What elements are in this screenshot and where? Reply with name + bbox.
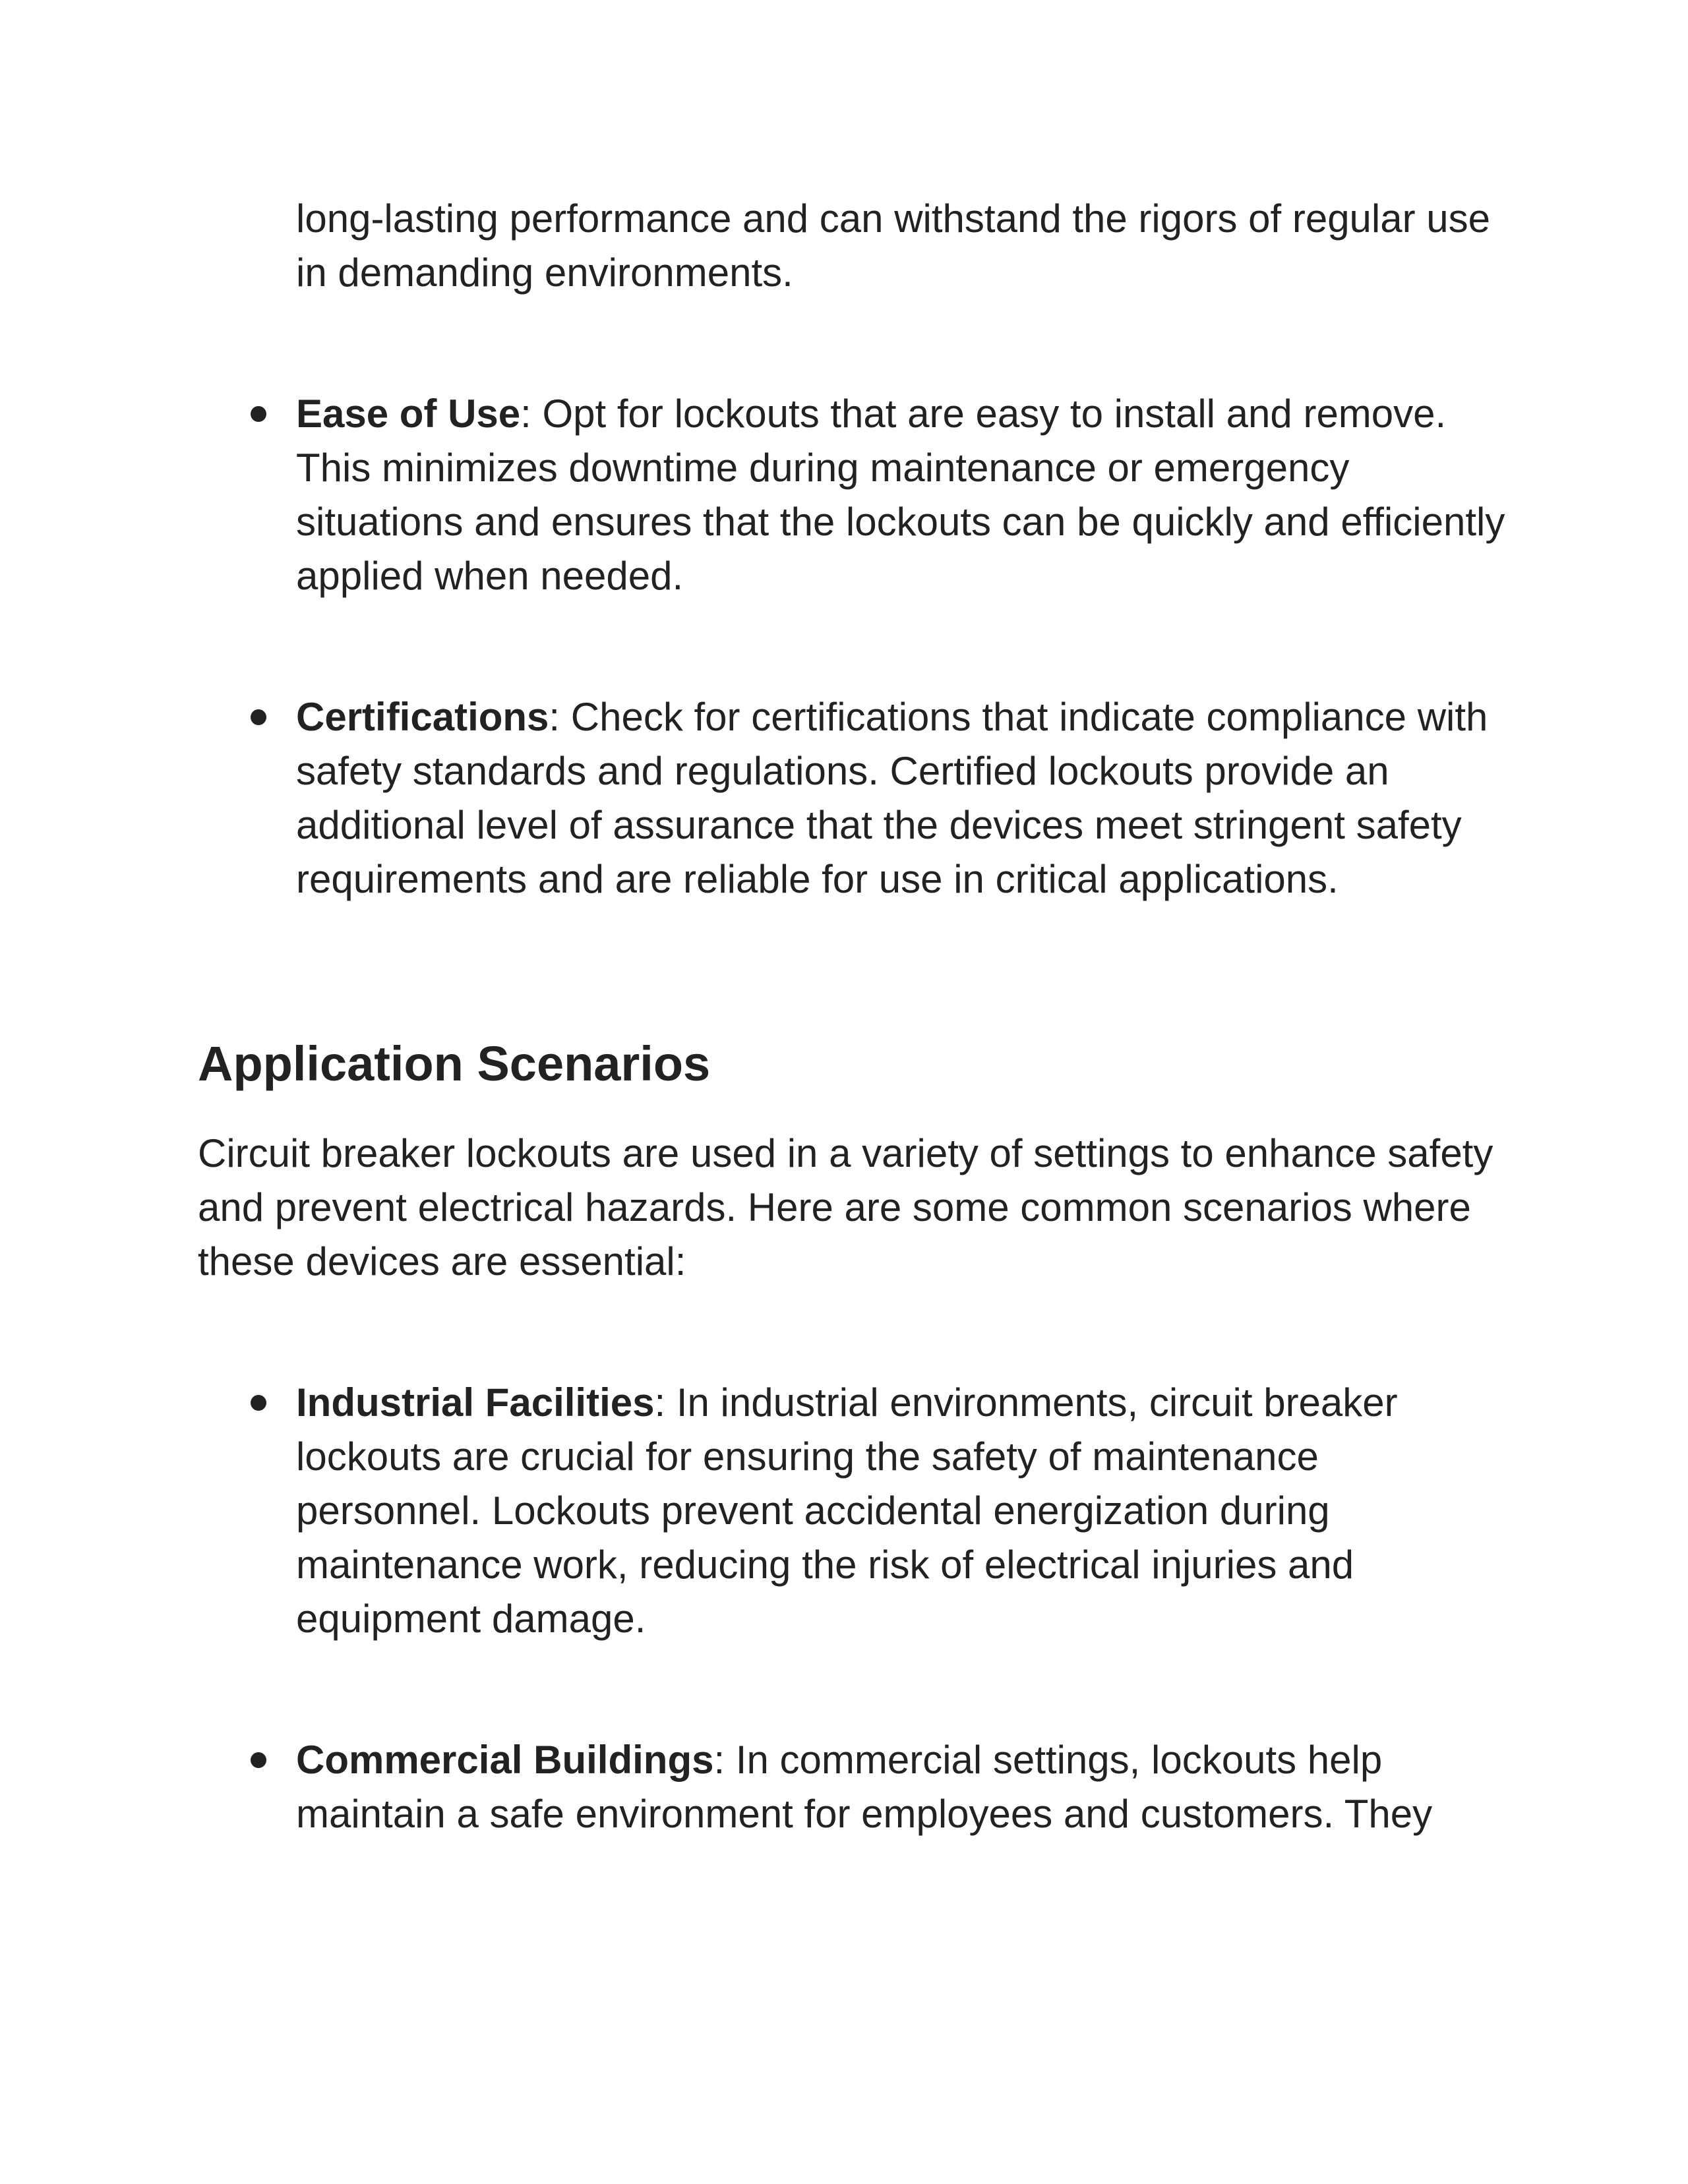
spacer	[198, 906, 1510, 1034]
bullet-icon	[251, 709, 266, 725]
list-item-text: : In commercial settings, lockouts help maintain a safe environment for employees and customers. They	[296, 1738, 1433, 1836]
section-heading: Application Scenarios	[198, 1036, 711, 1091]
spacer	[198, 603, 1510, 690]
list-item-industrial-facilities	[198, 1376, 1510, 1646]
scenarios-list	[198, 1376, 1510, 1841]
list-item-certifications	[198, 690, 1510, 906]
list-item-text: : Check for certifications that indicate compliance with safety standards and regulations. Certified lockouts provide an additional level of assurance that the devices meet stringent safety requirements and are reliable for use in critical applications.	[296, 695, 1488, 901]
list-item-term: Certifications	[296, 695, 549, 739]
bullet-icon	[251, 1395, 266, 1411]
list-item-term: Industrial Facilities	[296, 1380, 655, 1425]
list-item-commercial-buildings	[198, 1733, 1510, 1841]
list-item-ease-of-use	[198, 387, 1510, 603]
spacer	[198, 300, 1510, 387]
list-item-term: Commercial Buildings	[296, 1738, 714, 1782]
spacer	[198, 1646, 1510, 1733]
bullet-icon	[251, 406, 266, 422]
list-item-text: : Opt for lockouts that are easy to install and remove. This minimizes downtime during maintenance or emergency situations and ensures that the lockouts can be quickly and efficiently applied when needed.	[296, 392, 1505, 598]
features-list	[198, 387, 1510, 906]
spacer	[198, 1289, 1510, 1376]
spacer	[198, 1094, 1510, 1127]
list-item-term: Ease of Use	[296, 392, 521, 436]
continued-paragraph: long-lasting performance and can withstand the rigors of regular use in demanding environments.	[296, 196, 1491, 295]
bullet-icon	[251, 1752, 266, 1768]
document-content	[198, 192, 1510, 1841]
section-intro-paragraph: Circuit breaker lockouts are used in a variety of settings to enhance safety and prevent electrical hazards. Here are some common scenarios where these devices are essential:	[198, 1131, 1493, 1284]
list-item-text: : In industrial environments, circuit breaker lockouts are crucial for ensuring the safety of maintenance personnel. Lockouts prevent accidental energization during maintenance work, reducing the risk of electrical injuries and equipment damage.	[296, 1380, 1398, 1641]
